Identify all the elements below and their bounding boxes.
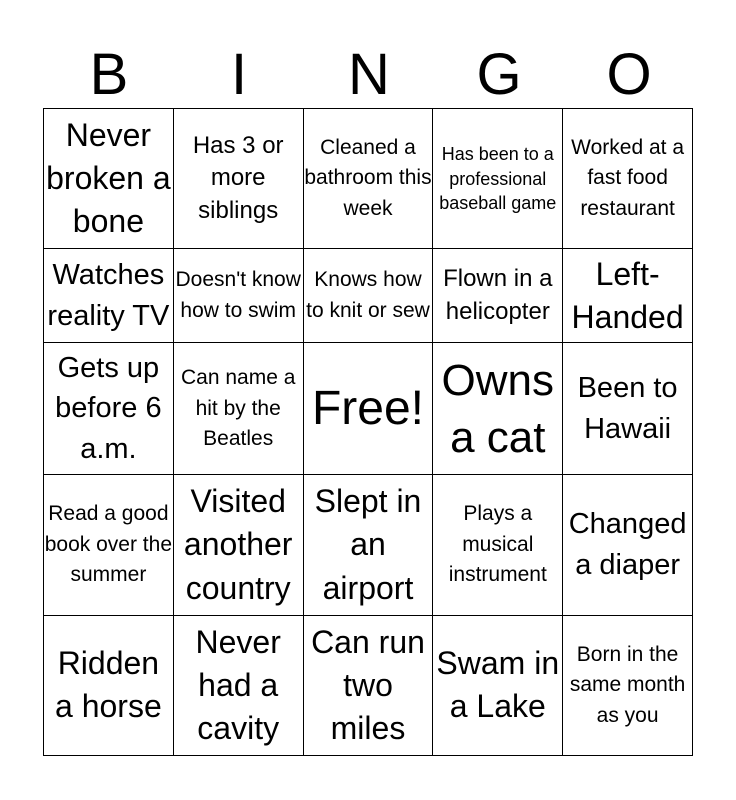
cell-text: Owns a cat (441, 355, 555, 462)
bingo-cell[interactable] (173, 615, 303, 755)
cell-text: Plays a musical instrument (448, 502, 547, 587)
cell-text: Can run two miles (311, 623, 425, 746)
bingo-cell[interactable] (44, 249, 174, 343)
cell-text: Gets up before 6 a.m. (55, 351, 162, 466)
cell-text: Has 3 or more siblings (192, 132, 284, 224)
cell-text: Knows how to knit or sew (306, 268, 430, 322)
cell-text: Can name a hit by the Beatles (180, 366, 296, 450)
cell-text: Ridden a horse (55, 645, 162, 725)
bingo-cell[interactable] (173, 343, 303, 475)
cell-text: Worked at a fast food restaurant (571, 136, 685, 220)
cell-text: Changed a diaper (568, 508, 687, 581)
bingo-cell[interactable] (44, 615, 174, 755)
cell-text: Never had a cavity (195, 623, 281, 746)
bingo-cell[interactable] (303, 615, 433, 755)
cell-text: Read a good book over the summer (44, 502, 173, 587)
header-letter-o: O (606, 42, 652, 107)
header-letter-b: B (89, 42, 129, 107)
cell-text: Born in the same month as you (569, 642, 686, 727)
bingo-cell[interactable] (433, 109, 563, 249)
bingo-cell[interactable] (563, 475, 693, 615)
free-space-text: Free! (311, 381, 424, 435)
cell-text: Cleaned a bathroom this week (304, 136, 432, 220)
cell-text: Been to Hawaii (577, 372, 678, 445)
bingo-cell[interactable] (563, 109, 693, 249)
free-space-cell[interactable] (303, 343, 433, 475)
bingo-cell[interactable] (173, 475, 303, 615)
cell-text: Doesn't know how to swim (175, 268, 301, 322)
cell-text: Never broken a bone (46, 116, 171, 240)
cell-text: Visited another country (183, 483, 293, 606)
bingo-cell[interactable] (563, 615, 693, 755)
header-letter-i: I (230, 42, 248, 107)
bingo-header (44, 42, 694, 108)
cell-text: Slept in an airport (314, 483, 422, 606)
bingo-cell[interactable] (563, 249, 693, 343)
bingo-cell[interactable] (433, 249, 563, 343)
bingo-cell[interactable] (173, 109, 303, 249)
cell-text: Flown in a helicopter (443, 265, 553, 325)
bingo-cell[interactable] (303, 109, 433, 249)
bingo-cell[interactable] (303, 475, 433, 615)
bingo-cell[interactable] (433, 343, 563, 475)
bingo-cell[interactable] (173, 249, 303, 343)
cell-text: Has been to a professional baseball game (439, 144, 557, 213)
bingo-cell[interactable] (303, 249, 433, 343)
cell-text: Left-Handed (571, 255, 684, 335)
bingo-cell[interactable] (563, 343, 693, 475)
bingo-cell[interactable] (44, 475, 174, 615)
bingo-grid (43, 108, 693, 756)
bingo-cell[interactable] (44, 109, 174, 249)
cell-text: Watches reality TV (47, 259, 170, 332)
bingo-cell[interactable] (44, 343, 174, 475)
header-letter-n: N (348, 42, 390, 107)
header-letter-g: G (476, 42, 522, 107)
cell-text: Swam in a Lake (436, 645, 560, 725)
bingo-cell[interactable] (433, 475, 563, 615)
bingo-cell[interactable] (433, 615, 563, 755)
